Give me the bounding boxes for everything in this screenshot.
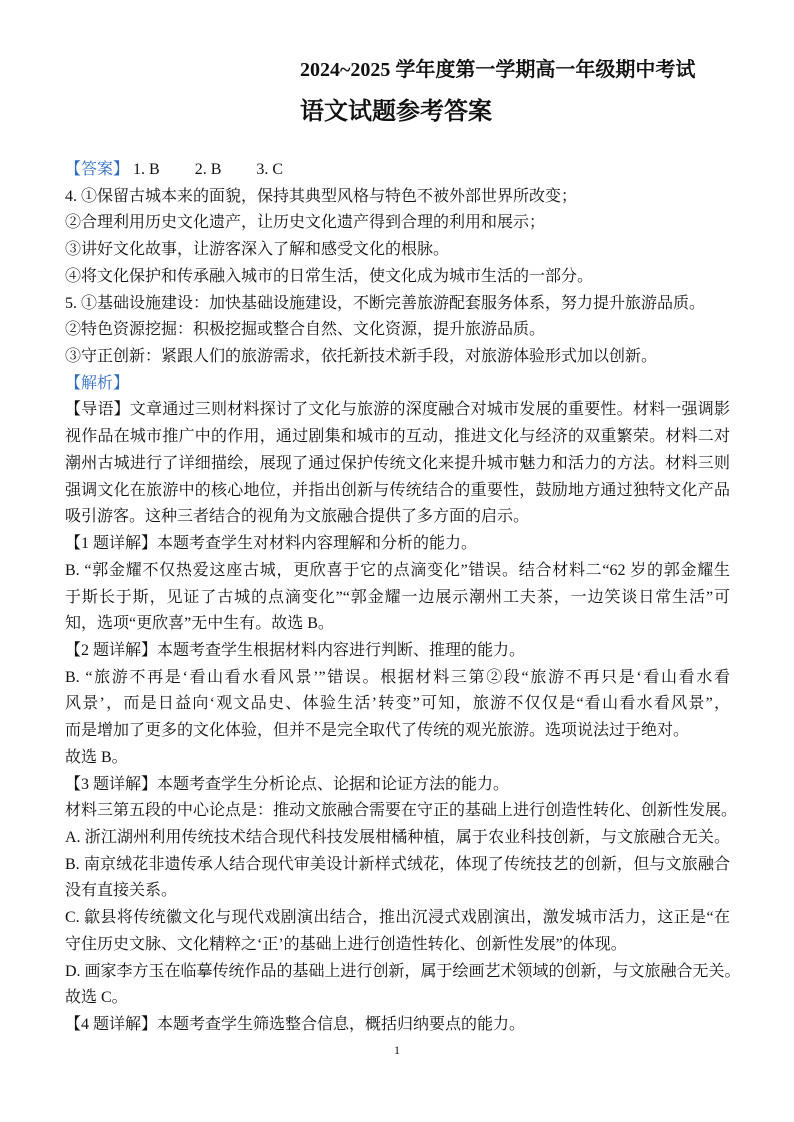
page-number: 1 <box>394 1043 400 1057</box>
q4-answer-line: ④将文化保护和传承融入城市的日常生活，使文化成为城市生活的一部分。 <box>65 267 594 285</box>
answer-choice: 2. B <box>194 161 222 178</box>
answer-choice: 1. B <box>133 161 160 178</box>
answer-key-body <box>65 157 741 1039</box>
answer-choices-line <box>65 157 730 184</box>
q2-detail-line: 故选 B。 <box>65 748 128 766</box>
q3-detail-line: C. 歙县将传统徽文化与现代戏剧演出结合，推出沉浸式戏剧演出，激发城市活力，这正是“在 <box>65 909 730 927</box>
q5-answer-line: ②特色资源挖掘：积极挖掘或整合自然、文化资源，提升旅游品质。 <box>65 321 546 339</box>
exam-title: 2024~2025 学年度第一学期高一年级期中考试 <box>300 59 696 81</box>
q2-detail-heading: 【2 题详解】本题考查学生根据材料内容进行判断、推理的能力。 <box>65 641 526 659</box>
q3-detail-line: 故选 C。 <box>65 989 128 1007</box>
q4-answer-line: ②合理利用历史文化遗产，让历史文化遗产得到合理的利用和展示； <box>65 214 546 232</box>
q4-detail-heading: 【4 题详解】本题考查学生筛选整合信息，概括归纳要点的能力。 <box>65 1016 526 1033</box>
q5-answer-line: 5. ①基础设施建设：加快基础设施建设，不断完善旅游配套服务体系，努力提升旅游品质。 <box>65 294 706 312</box>
q2-detail-line: 而是增加了更多的文化体验，但并不是完全取代了传统的观光旅游。选项说法过于绝对。 <box>65 722 690 740</box>
analysis-label: 【解析】 <box>65 374 130 392</box>
q2-detail-line: 风景’，而是日益向‘观文品史、体验生活’转变”可知，旅游不仅仅是“看山看水看风景”， <box>65 695 730 713</box>
q2-detail-line: B. “旅游不再是‘看山看水看风景’”错误。根据材料三第②段“旅游不再只是‘看山看水看 <box>65 668 730 686</box>
q1-detail-line: 知，选项“更欣喜”无中生有。故选 B。 <box>65 615 334 633</box>
q1-detail-line: 于斯长于斯，见证了古城的点滴变化”“郭金耀一边展示潮州工夫茶，一边笑谈日常生活”可 <box>65 588 730 606</box>
q3-detail-line: 守住历史文脉、文化精粹之‘正’的基础上进行创造性转化、创新性发展”的体现。 <box>65 935 627 953</box>
intro-line: 潮州古城进行了详细描绘，展现了通过保护传统文化来提升城市魅力和活力的方法。材料三则 <box>65 454 730 472</box>
q1-detail-heading: 【1 题详解】本题考查学生对材料内容理解和分析的能力。 <box>65 535 478 553</box>
q4-answer-line: ③讲好文化故事，让游客深入了解和感受文化的根脉。 <box>65 241 450 259</box>
q3-detail-line: A. 浙江湖州利用传统技术结合现代科技发展柑橘种植，属于农业科技创新，与文旅融合无关。 <box>65 828 730 846</box>
answer-label: 【答案】 <box>65 161 130 178</box>
intro-line: 视作品在城市推广中的作用，通过剧集和城市的互动，推进文化与经济的双重繁荣。材料二对 <box>65 428 730 446</box>
q3-detail-line: 没有直接关系。 <box>65 882 178 900</box>
q3-detail-line: D. 画家李方玉在临摹传统作品的基础上进行创新，属于绘画艺术领域的创新，与文旅融合无关。 <box>65 962 741 980</box>
q3-detail-line: B. 南京绒花非遗传承人结合现代审美设计新样式绒花，体现了传统技艺的创新，但与文旅融合 <box>65 855 730 873</box>
q3-detail-heading: 【3 题详解】本题考查学生分析论点、论据和论证方法的能力。 <box>65 775 510 793</box>
answer-choice: 3. C <box>256 161 284 178</box>
document-title: 语文试题参考答案 <box>300 99 492 125</box>
intro-line: 吸引游客。这种三者结合的视角为文旅融合提供了多方面的启示。 <box>65 508 530 526</box>
q3-detail-line: 材料三第五段的中心论点是：推动文旅融合需要在守正的基础上进行创造性转化、创新性发展。 <box>65 802 738 820</box>
intro-line: 【导语】文章通过三则材料探讨了文化与旅游的深度融合对城市发展的重要性。材料一强调影 <box>65 401 730 419</box>
q4-answer-line: 4. ①保留古城本来的面貌，保持其典型风格与特色不被外部世界所改变； <box>65 187 578 205</box>
q1-detail-line: B. “郭金耀不仅热爱这座古城，更欣喜于它的点滴变化”错误。结合材料二“62 岁的郭金耀生 <box>65 561 730 579</box>
q5-answer-line: ③守正创新：紧跟人们的旅游需求，依托新技术新手段，对旅游体验形式加以创新。 <box>65 348 658 366</box>
intro-line: 强调文化在旅游中的核心地位，并指出创新与传统结合的重要性，鼓励地方通过独特文化产品 <box>65 481 730 499</box>
